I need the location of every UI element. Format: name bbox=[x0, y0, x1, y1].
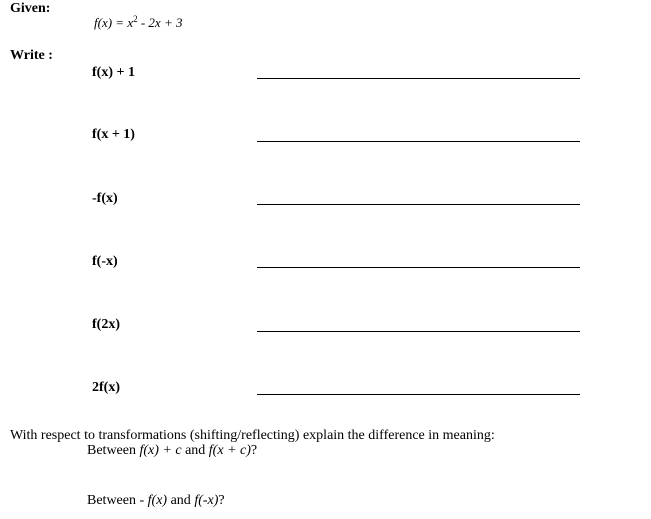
q2-joiner: and bbox=[167, 493, 195, 508]
expression-item: f(2x) bbox=[92, 317, 120, 332]
expression-item: -f(x) bbox=[92, 191, 118, 206]
q2-prefix: Between - bbox=[87, 493, 148, 508]
answer-line[interactable] bbox=[257, 267, 580, 268]
q1-term-a: f(x) + c bbox=[139, 443, 182, 458]
expression-item: f(-x) bbox=[92, 254, 118, 269]
answer-line[interactable] bbox=[257, 141, 580, 142]
q2-suffix: ? bbox=[218, 493, 225, 508]
function-lhs: f(x) = x bbox=[94, 15, 134, 30]
answer-line[interactable] bbox=[257, 331, 580, 332]
expression-item: 2f(x) bbox=[92, 380, 120, 395]
answer-line[interactable] bbox=[257, 78, 580, 79]
question-1 bbox=[87, 443, 257, 459]
question-2 bbox=[87, 493, 225, 509]
function-exponent: 2 bbox=[133, 14, 138, 24]
q1-term-b: f(x + c) bbox=[208, 443, 251, 458]
function-definition bbox=[94, 15, 182, 31]
answer-line[interactable] bbox=[257, 394, 580, 395]
expression-item: f(x + 1) bbox=[92, 127, 135, 142]
q2-term-a: f(x) bbox=[147, 493, 168, 508]
answer-line[interactable] bbox=[257, 204, 580, 205]
write-label: Write : bbox=[10, 48, 53, 63]
given-label: Given: bbox=[10, 1, 51, 16]
q2-term-b: f(-x) bbox=[194, 493, 219, 508]
expression-item: f(x) + 1 bbox=[92, 65, 135, 80]
q1-prefix: Between bbox=[87, 443, 140, 458]
question-prompt: With respect to transformations (shifting/reflecting) explain the difference in meaning: bbox=[10, 428, 495, 443]
q1-suffix: ? bbox=[250, 443, 258, 458]
q1-joiner: and bbox=[181, 443, 209, 458]
function-rhs: - 2x + 3 bbox=[137, 15, 183, 30]
